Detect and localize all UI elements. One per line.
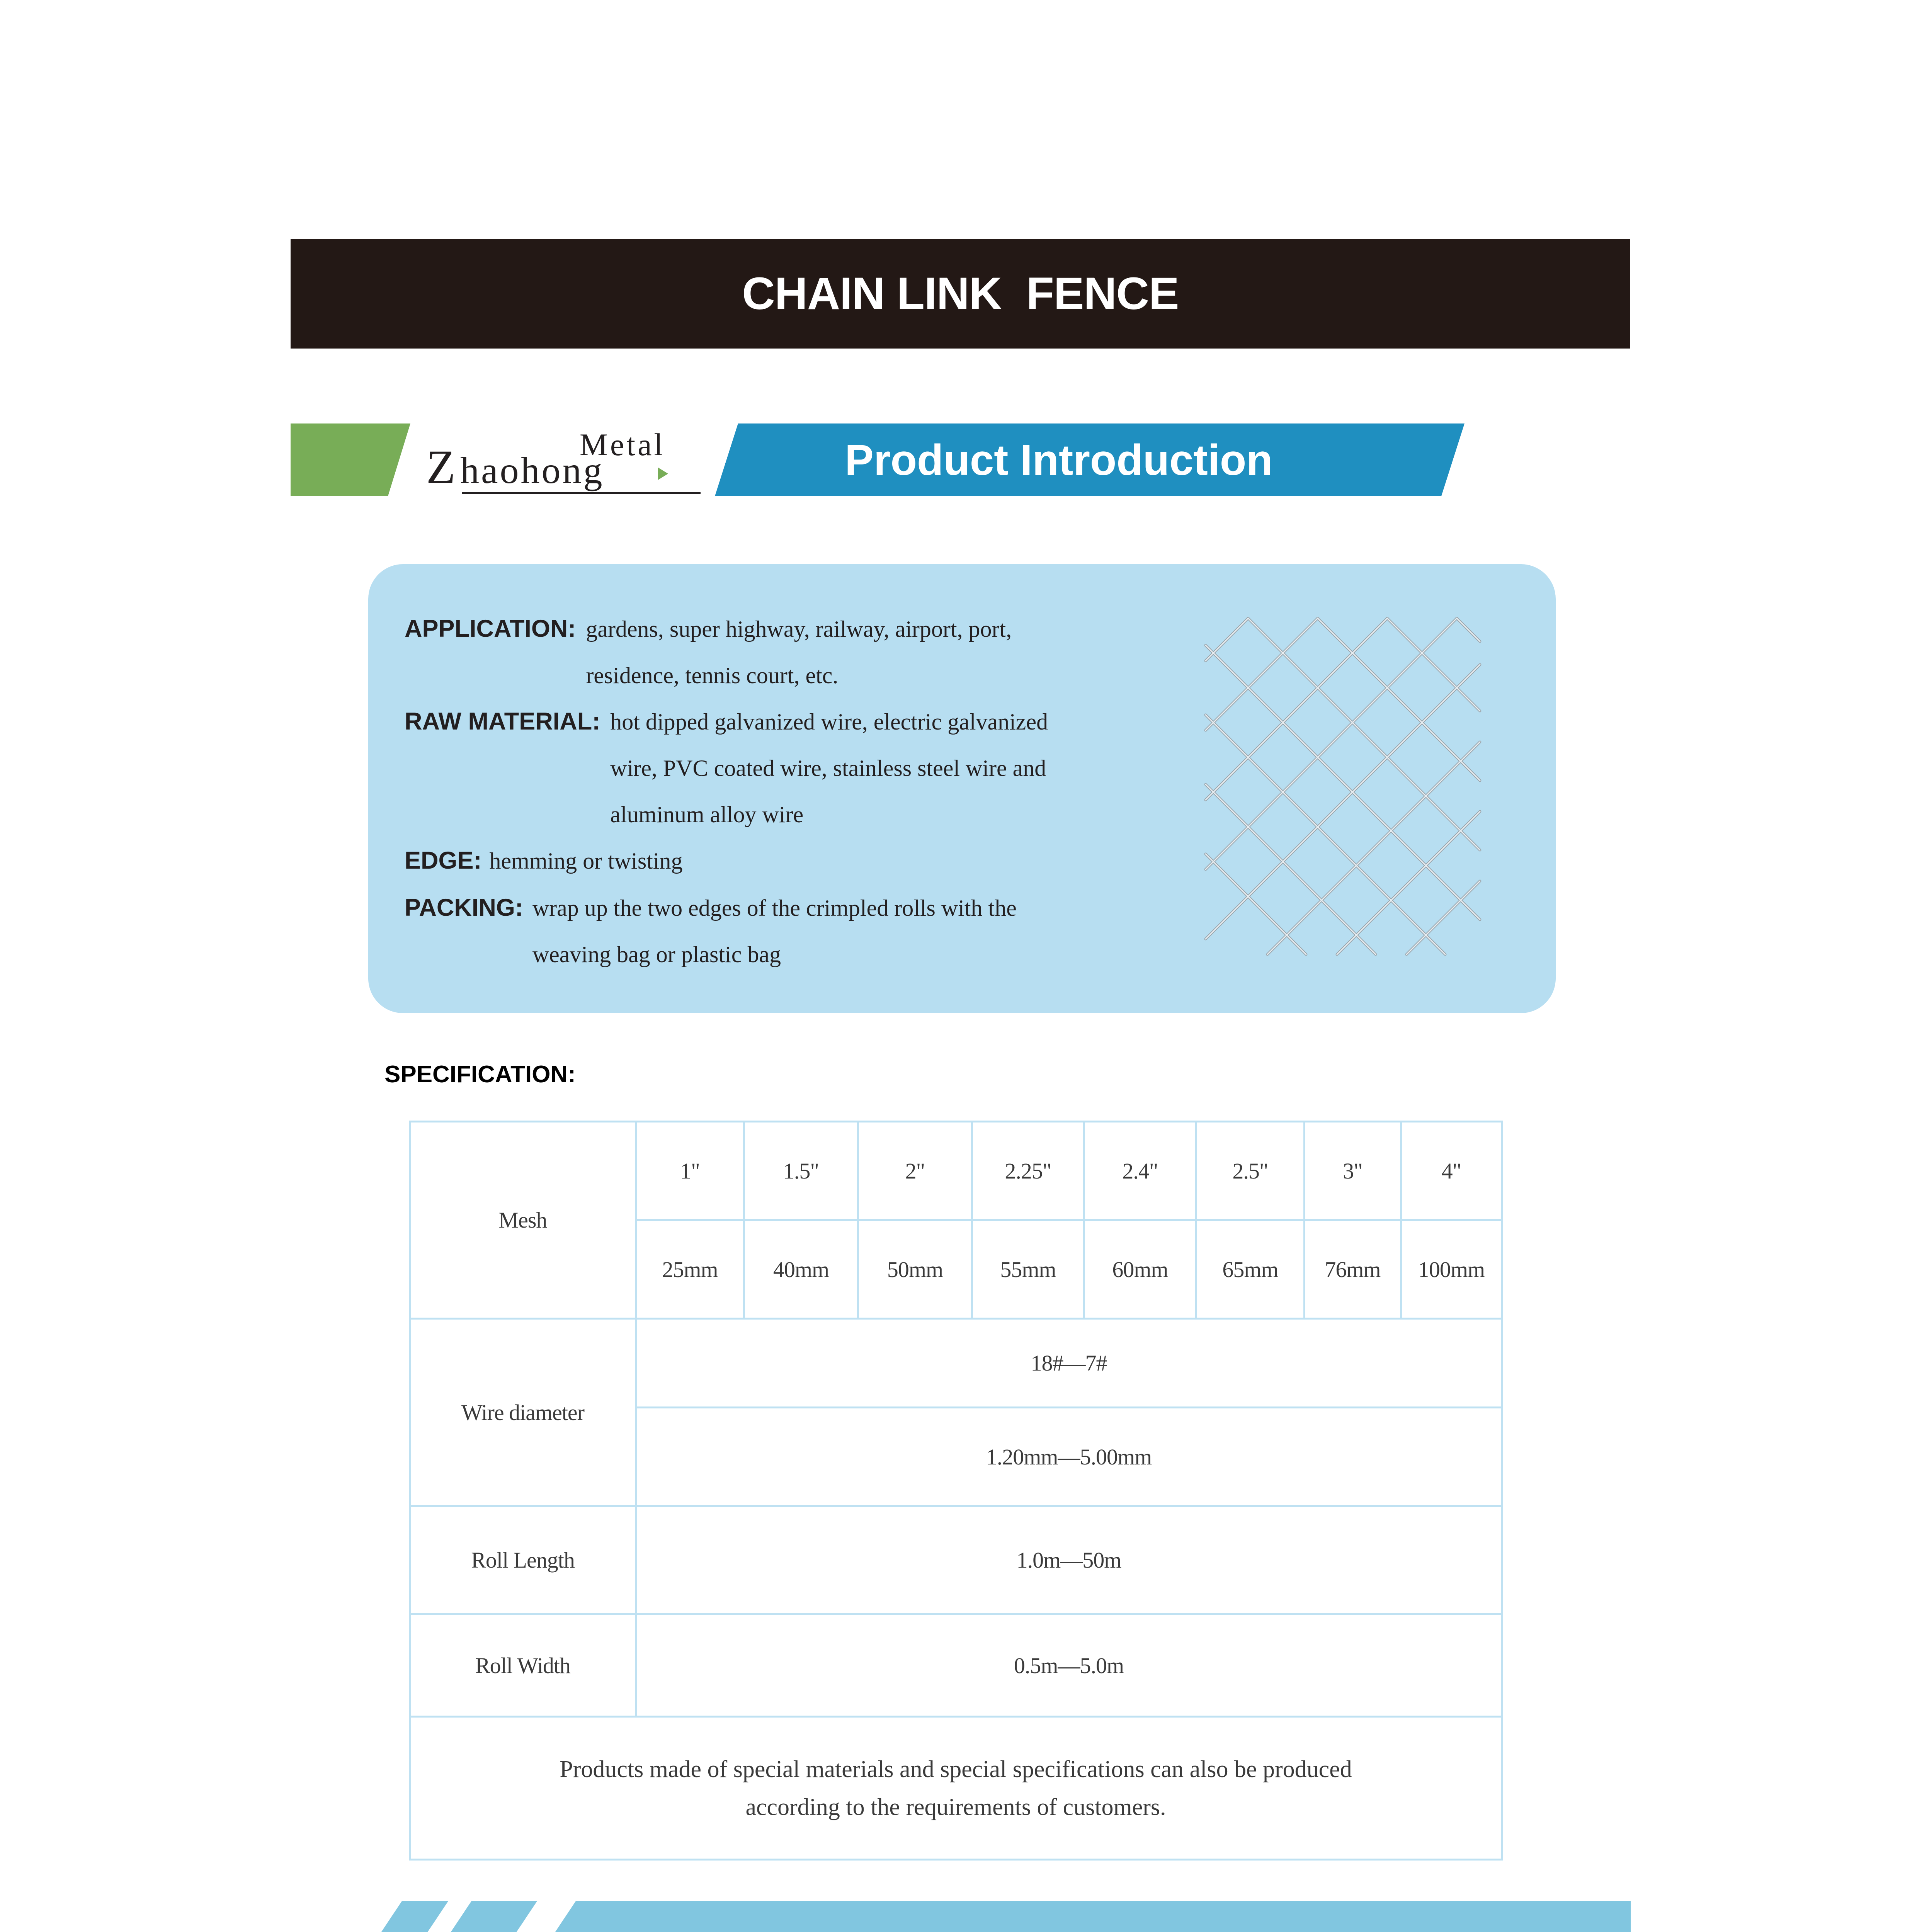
edge-value: [490, 838, 683, 884]
mesh-mm-cell: 40mm: [744, 1220, 858, 1319]
roll-width-label-cell: Roll Width: [410, 1614, 636, 1717]
svg-text:Z: Z: [426, 440, 456, 493]
table-note-cell: [410, 1717, 1502, 1860]
mesh-inch-cell: 2": [858, 1122, 972, 1220]
wire-diameter-label-cell: Wire diameter: [410, 1319, 636, 1506]
mesh-mm-cell: 76mm: [1305, 1220, 1401, 1319]
page-title: CHAIN LINK FENCE: [742, 268, 1179, 319]
application-value: [586, 606, 1012, 699]
logo-arrow-icon: [658, 468, 668, 480]
table-row: [410, 1506, 1502, 1614]
mesh-mm-cell: 55mm: [972, 1220, 1084, 1319]
mesh-inch-cell: 4": [1401, 1122, 1502, 1220]
wire-gauge-cell: 18#—7#: [636, 1319, 1502, 1408]
raw-material-value: [610, 699, 1048, 838]
roll-width-cell: 0.5m—5.0m: [636, 1614, 1502, 1717]
raw-material-row: [405, 699, 1048, 838]
mesh-inch-cell: 2.25": [972, 1122, 1084, 1220]
mesh-mm-cell: 60mm: [1084, 1220, 1196, 1319]
packing-row: [405, 885, 1017, 978]
mesh-inch-cell: 1.5": [744, 1122, 858, 1220]
green-tab-shape: [291, 423, 410, 496]
table-row: [410, 1614, 1502, 1717]
svg-text:haohong: haohong: [460, 450, 604, 492]
mesh-inch-cell: 2.4": [1084, 1122, 1196, 1220]
mesh-label-cell: Mesh: [410, 1122, 636, 1319]
table-row: [410, 1319, 1502, 1408]
application-line: gardens, super highway, railway, airport, port,: [586, 616, 1012, 642]
packing-value: [532, 885, 1017, 978]
logo-metal-text: Metal: [580, 427, 665, 462]
roll-length-label-cell: Roll Length: [410, 1506, 636, 1614]
edge-label: EDGE:: [405, 847, 482, 874]
application-line: residence, tennis court, etc.: [586, 663, 839, 688]
mesh-mm-cell: 100mm: [1401, 1220, 1502, 1319]
packing-line: wrap up the two edges of the crimpled rolls with the: [532, 895, 1017, 921]
mesh-mm-cell: 50mm: [858, 1220, 972, 1319]
specification-heading: SPECIFICATION:: [384, 1061, 576, 1088]
table-row: [410, 1717, 1502, 1860]
mesh-inch-cell: 2.5": [1196, 1122, 1305, 1220]
application-row: [405, 606, 1012, 699]
packing-line: weaving bag or plastic bag: [532, 942, 781, 967]
specification-table: [409, 1121, 1503, 1861]
wire-mm-cell: 1.20mm—5.00mm: [636, 1408, 1502, 1506]
table-row: [410, 1122, 1502, 1220]
roll-length-cell: 1.0m—50m: [636, 1506, 1502, 1614]
mesh-inch-cell: 3": [1305, 1122, 1401, 1220]
raw-material-line: hot dipped galvanized wire, electric galvanized: [610, 709, 1048, 735]
title-bar: [291, 239, 1630, 349]
packing-label: PACKING:: [405, 894, 523, 921]
table-note-line: according to the requirements of customers.: [745, 1794, 1166, 1820]
bottom-decorative-band: [348, 1901, 1631, 1932]
mesh-mm-cell: 25mm: [636, 1220, 744, 1319]
chain-link-mesh-image: [1190, 614, 1488, 970]
edge-line: hemming or twisting: [489, 848, 683, 874]
section-title: Product Introduction: [845, 435, 1273, 484]
raw-material-line: aluminum alloy wire: [610, 802, 804, 827]
table-note-line: Products made of special materials and special specifications can also be produced: [560, 1756, 1352, 1782]
application-label: APPLICATION:: [405, 615, 576, 642]
edge-row: [405, 838, 683, 884]
raw-material-line: wire, PVC coated wire, stainless steel wire and: [610, 755, 1046, 781]
mesh-mm-cell: 65mm: [1196, 1220, 1305, 1319]
company-logo: [423, 425, 701, 498]
mesh-inch-cell: 1": [636, 1122, 744, 1220]
raw-material-label: RAW MATERIAL:: [405, 708, 600, 735]
